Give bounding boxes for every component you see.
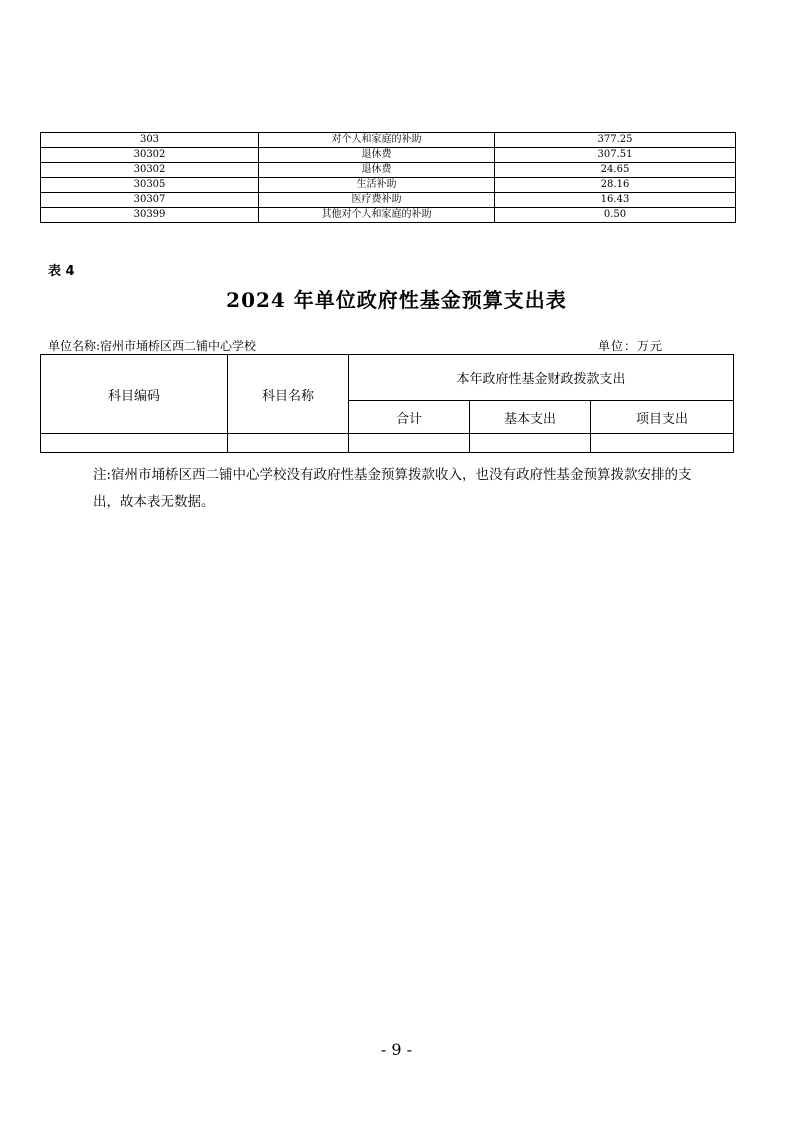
amount-cell: 307.51 [495, 148, 736, 163]
amount-cell: 16.43 [495, 193, 736, 208]
page-number: - 9 - [380, 1040, 413, 1059]
header-subject-name: 科目名称 [228, 355, 349, 434]
header-basic-expenditure: 基本支出 [470, 401, 591, 434]
table-row [41, 434, 734, 453]
table-cell [591, 434, 734, 453]
amount-cell: 377.25 [495, 133, 736, 148]
table-note: 注:宿州市埇桥区西二铺中心学校没有政府性基金预算拨款收入，也没有政府性基金预算拨款安排的支出，故本表无数据。 [93, 467, 692, 510]
header-project-expenditure: 项目支出 [591, 401, 734, 434]
table-row [41, 208, 736, 223]
table-cell [349, 434, 470, 453]
header-fund-expenditure-group: 本年政府性基金财政拨款支出 [349, 355, 734, 401]
subject-code-cell: 30302 [41, 163, 259, 178]
subject-code-cell: 30302 [41, 148, 259, 163]
continuation-table-body [41, 133, 736, 223]
subject-code-cell: 303 [41, 133, 259, 148]
subject-name-cell: 退休费 [259, 163, 495, 178]
subject-name-cell: 医疗费补助 [259, 193, 495, 208]
header-subject-code: 科目编码 [41, 355, 228, 434]
subject-name-cell: 退休费 [259, 148, 495, 163]
subject-code-cell: 30307 [41, 193, 259, 208]
unit-name: 单位名称:宿州市埇桥区西二铺中心学校 [48, 339, 257, 353]
government-fund-table [40, 354, 734, 453]
continuation-table [40, 132, 736, 223]
table-header-row [41, 355, 734, 401]
table-cell [470, 434, 591, 453]
subject-name-cell: 其他对个人和家庭的补助 [259, 208, 495, 223]
amount-cell: 28.16 [495, 178, 736, 193]
table-row [41, 148, 736, 163]
unit-label: 单位：万元 [598, 339, 664, 353]
table-row [41, 133, 736, 148]
header-total: 合计 [349, 401, 470, 434]
page-title: 2024 年单位政府性基金预算支出表 [226, 288, 567, 312]
subject-code-cell: 30399 [41, 208, 259, 223]
table-row [41, 163, 736, 178]
subject-code-cell: 30305 [41, 178, 259, 193]
table-cell [228, 434, 349, 453]
table-cell [41, 434, 228, 453]
amount-cell: 24.65 [495, 163, 736, 178]
table-row [41, 193, 736, 208]
table-row [41, 178, 736, 193]
table-label: 表 4 [48, 264, 75, 279]
amount-cell: 0.50 [495, 208, 736, 223]
subject-name-cell: 对个人和家庭的补助 [259, 133, 495, 148]
subject-name-cell: 生活补助 [259, 178, 495, 193]
